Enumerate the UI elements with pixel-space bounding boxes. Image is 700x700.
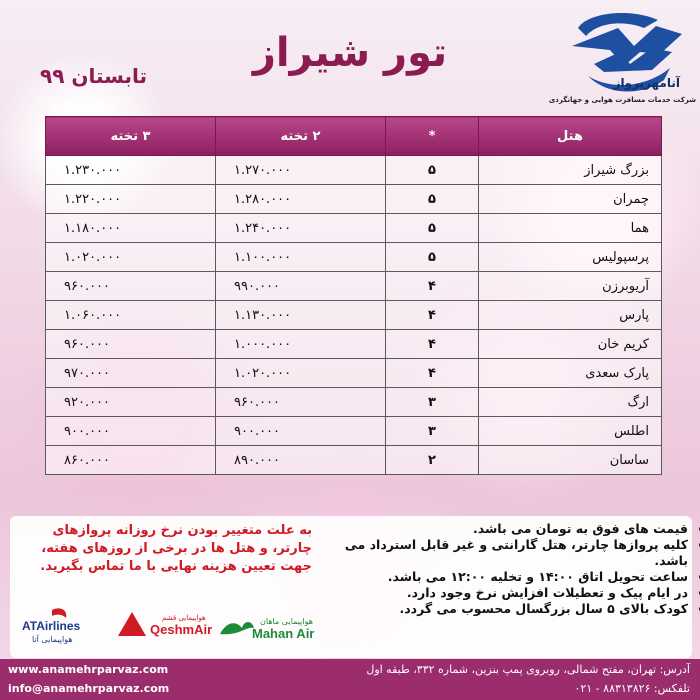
qeshm-name-fa: هواپیمایی قشم <box>162 614 206 622</box>
note-item: • قیمت های فوق به تومان می باشد. <box>338 521 688 537</box>
hotel-cell: کریم خان <box>479 330 662 359</box>
double-price-cell: ۱.۰۲۰.۰۰۰ <box>216 359 386 388</box>
double-price-cell: ۹۰۰.۰۰۰ <box>216 417 386 446</box>
stars-cell: ۵ <box>386 214 479 243</box>
stars-cell: ۴ <box>386 272 479 301</box>
phone-text: تلفکس: ۸۸۳۱۳۸۲۶ - ۰۲۱ <box>574 682 690 695</box>
hotel-cell: پارس <box>479 301 662 330</box>
page-title: تور شیراز <box>252 30 448 76</box>
triple-price-cell: ۱.۱۸۰.۰۰۰ <box>46 214 216 243</box>
hotel-cell: اطلس <box>479 417 662 446</box>
triple-price-cell: ۹۶۰.۰۰۰ <box>46 330 216 359</box>
stars-cell: ۵ <box>386 243 479 272</box>
table-row <box>46 359 662 388</box>
header-triple: ۳ تخته <box>46 117 216 156</box>
ata-airlines-logo-icon <box>22 608 81 644</box>
note-item: • در ایام پیک و تعطیلات افزایش نرخ وجود دارد. <box>338 585 688 601</box>
double-price-cell: ۱.۲۸۰.۰۰۰ <box>216 185 386 214</box>
triple-price-cell: ۹۰۰.۰۰۰ <box>46 417 216 446</box>
triple-price-cell: ۹۲۰.۰۰۰ <box>46 388 216 417</box>
note-item: • ساعت تحویل اتاق ۱۴:۰۰ و تخلیه ۱۲:۰۰ می باشد. <box>338 569 688 585</box>
stars-cell: ۳ <box>386 417 479 446</box>
stars-cell: ۴ <box>386 330 479 359</box>
qeshm-air-logo-icon <box>118 612 212 637</box>
warning-text: به علت متغییر بودن نرخ روزانه پروازهای چارتر، و هتل ها در برخی از روزهای هفته، جهت تعیین هزینه نهایی با ما تماس بگیرید. <box>40 523 312 574</box>
hotel-cell: هما <box>479 214 662 243</box>
table-row <box>46 330 662 359</box>
double-price-cell: ۹۹۰.۰۰۰ <box>216 272 386 301</box>
stars-cell: ۵ <box>386 156 479 185</box>
mahan-air-logo-icon <box>220 617 314 641</box>
table-row <box>46 388 662 417</box>
hotel-cell: چمران <box>479 185 662 214</box>
hotel-cell: ساسان <box>479 446 662 475</box>
ata-name: ATAirlines <box>22 619 81 633</box>
double-price-cell: ۹۶۰.۰۰۰ <box>216 388 386 417</box>
note-item: • کودک بالای ۵ سال بزرگسال محسوب می گردد. <box>338 601 688 617</box>
stars-cell: ۲ <box>386 446 479 475</box>
website-link[interactable]: www.anamehrparvaz.com <box>8 663 169 676</box>
notes-list <box>338 521 700 617</box>
hotel-cell: بزرگ شیراز <box>479 156 662 185</box>
table-row <box>46 446 662 475</box>
table-row <box>46 185 662 214</box>
double-price-cell: ۱.۱۳۰.۰۰۰ <box>216 301 386 330</box>
table-row <box>46 214 662 243</box>
table-row <box>46 301 662 330</box>
triple-price-cell: ۱.۰۶۰.۰۰۰ <box>46 301 216 330</box>
stars-cell: ۳ <box>386 388 479 417</box>
header-hotel: هتل <box>479 117 662 156</box>
stars-cell: ۴ <box>386 359 479 388</box>
address-text: آدرس: تهران، مفتح شمالی، روبروی پمپ بنزین، شماره ۳۳۲، طبقه اول <box>366 663 690 676</box>
table-row <box>46 243 662 272</box>
hotel-cell: پارک سعدی <box>479 359 662 388</box>
triple-price-cell: ۹۷۰.۰۰۰ <box>46 359 216 388</box>
price-table <box>45 116 662 475</box>
double-price-cell: ۱.۲۴۰.۰۰۰ <box>216 214 386 243</box>
double-price-cell: ۱.۰۰۰.۰۰۰ <box>216 330 386 359</box>
hotel-cell: پرسپولیس <box>479 243 662 272</box>
double-price-cell: ۱.۱۰۰.۰۰۰ <box>216 243 386 272</box>
footer-bar <box>0 659 700 700</box>
company-logo-icon <box>560 6 690 106</box>
stars-cell: ۵ <box>386 185 479 214</box>
stars-cell: ۴ <box>386 301 479 330</box>
company-tagline: شرکت خدمات مسافرت هوایی و جهانگردی <box>548 96 696 104</box>
hotel-cell: آریوبرزن <box>479 272 662 301</box>
double-price-cell: ۱.۲۷۰.۰۰۰ <box>216 156 386 185</box>
table-row <box>46 156 662 185</box>
triple-price-cell: ۱.۲۲۰.۰۰۰ <box>46 185 216 214</box>
table-header-row <box>46 117 662 156</box>
header-stars: * <box>386 117 479 156</box>
mahan-name-fa: هواپیمایی ماهان <box>260 617 313 626</box>
email-link[interactable]: info@anamehrparvaz.com <box>8 682 170 695</box>
mahan-name: Mahan Air <box>252 626 315 641</box>
table-row <box>46 272 662 301</box>
header-double: ۲ تخته <box>216 117 386 156</box>
triple-price-cell: ۱.۰۲۰.۰۰۰ <box>46 243 216 272</box>
hotel-cell: ارگ <box>479 388 662 417</box>
triple-price-cell: ۱.۲۳۰.۰۰۰ <box>46 156 216 185</box>
note-item: • کلیه پروازها چارتر، هتل گارانتی و غیر قابل استرداد می باشد. <box>338 537 688 569</box>
double-price-cell: ۸۹۰.۰۰۰ <box>216 446 386 475</box>
company-name: آنامهرپرواز <box>613 76 680 90</box>
triple-price-cell: ۹۶۰.۰۰۰ <box>46 272 216 301</box>
season-label: تابستان ۹۹ <box>40 64 148 88</box>
qeshm-name: QeshmAir <box>150 622 213 637</box>
triple-price-cell: ۸۶۰.۰۰۰ <box>46 446 216 475</box>
ata-name-fa: هواپیمایی آتا <box>32 635 73 644</box>
airline-logos <box>20 606 320 646</box>
table-row <box>46 417 662 446</box>
